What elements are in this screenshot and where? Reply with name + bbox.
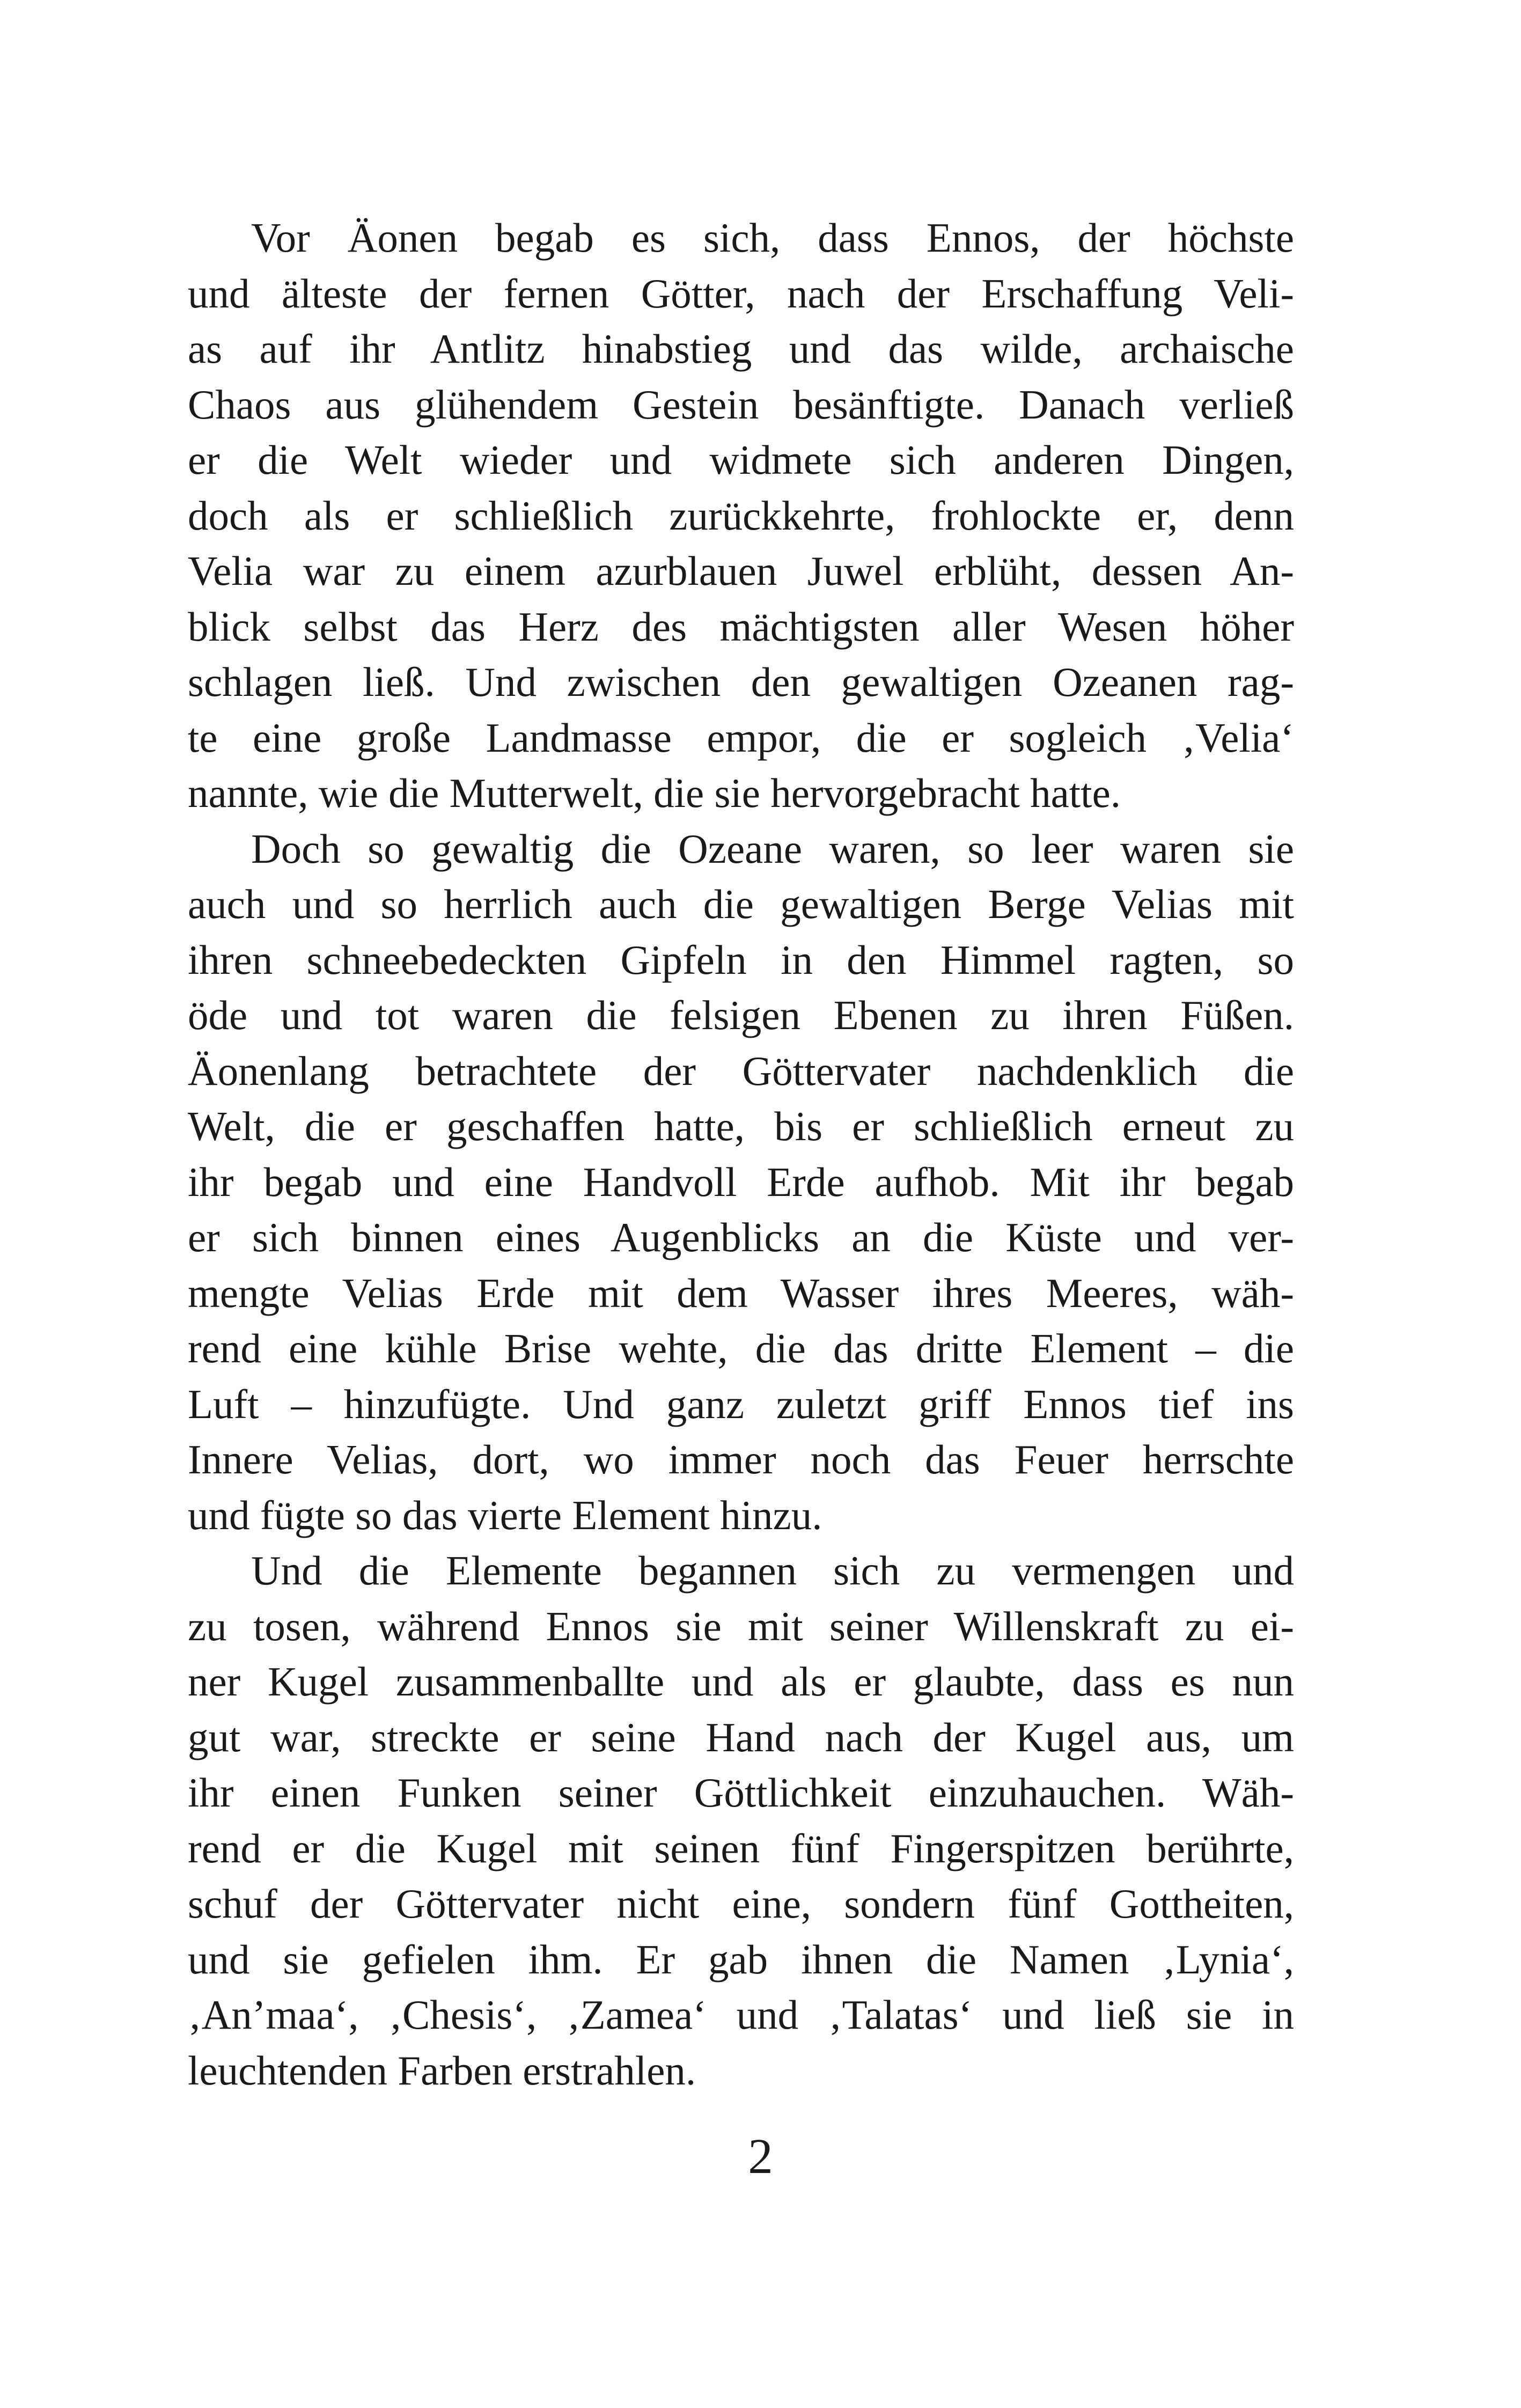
- text-line: ‚An’maa‘, ‚Chesis‘, ‚Zamea‘ und ‚Talatas‘ und ließ sie in: [188, 1992, 1294, 2038]
- text-line: er sich binnen eines Augenblicks an die Küste und ver-: [188, 1214, 1294, 1260]
- text-line: mengte Velias Erde mit dem Wasser ihres Meeres, wäh-: [188, 1269, 1294, 1316]
- text-line: ner Kugel zusammenballte und als er glaubte, dass es nun: [188, 1658, 1294, 1705]
- text-line: rend er die Kugel mit seinen fünf Fingerspitzen berührte,: [188, 1825, 1294, 1871]
- text-line: Äonenlang betrachtete der Göttervater nachdenklich die: [188, 1047, 1294, 1094]
- text-line: leuchtenden Farben erstrahlen.: [188, 2047, 696, 2094]
- text-line: Vor Äonen begab es sich, dass Ennos, der höchste: [251, 215, 1294, 261]
- text-line: Und die Elemente begannen sich zu vermengen und: [251, 1547, 1294, 1594]
- text-line: Doch so gewaltig die Ozeane waren, so leer waren sie: [251, 825, 1294, 872]
- text-line: blick selbst das Herz des mächtigsten aller Wesen höher: [188, 603, 1294, 650]
- text-line: und sie gefielen ihm. Er gab ihnen die Namen ‚Lynia‘,: [188, 1936, 1294, 1983]
- paragraph: [188, 210, 1294, 821]
- text-line: as auf ihr Antlitz hinabstieg und das wilde, archaische: [188, 326, 1294, 372]
- text-line: er die Welt wieder und widmete sich anderen Dingen,: [188, 437, 1294, 483]
- text-line: zu tosen, während Ennos sie mit seiner Willenskraft zu ei-: [188, 1603, 1294, 1649]
- text-line: Welt, die er geschaffen hatte, bis er schließlich erneut zu: [188, 1103, 1294, 1149]
- text-line: gut war, streckte er seine Hand nach der Kugel aus, um: [188, 1714, 1294, 1760]
- paragraph: [188, 821, 1294, 1544]
- text-line: ihr begab und eine Handvoll Erde aufhob. Mit ihr begab: [188, 1158, 1294, 1205]
- text-line: schuf der Göttervater nicht eine, sondern fünf Gottheiten,: [188, 1881, 1294, 1927]
- text-line: und älteste der fernen Götter, nach der Erschaffung Veli-: [188, 270, 1294, 317]
- text-line: ihren schneebedeckten Gipfeln in den Himmel ragten, so: [188, 936, 1294, 983]
- text-line: Chaos aus glühendem Gestein besänftigte. Danach verließ: [188, 381, 1294, 428]
- text-line: öde und tot waren die felsigen Ebenen zu ihren Füßen.: [188, 992, 1294, 1038]
- paragraph: [188, 1543, 1294, 2098]
- text-line: Luft – hinzufügte. Und ganz zuletzt griff Ennos tief ins: [188, 1381, 1294, 1427]
- text-line: und fügte so das vierte Element hinzu.: [188, 1492, 822, 1538]
- page-number: 2: [748, 2129, 773, 2184]
- text-line: ihr einen Funken seiner Göttlichkeit einzuhauchen. Wäh-: [188, 1770, 1294, 1816]
- text-line: rend eine kühle Brise wehte, die das dritte Element – die: [188, 1325, 1294, 1371]
- text-line: schlagen ließ. Und zwischen den gewaltigen Ozeanen rag-: [188, 659, 1294, 705]
- text-line: Velia war zu einem azurblauen Juwel erblüht, dessen An-: [188, 548, 1294, 594]
- text-line: auch und so herrlich auch die gewaltigen Berge Velias mit: [188, 881, 1294, 927]
- text-line: te eine große Landmasse empor, die er sogleich ‚Velia‘: [188, 714, 1294, 761]
- text-line: nannte, wie die Mutterwelt, die sie hervorgebracht hatte.: [188, 770, 1121, 816]
- text-line: doch als er schließlich zurückkehrte, frohlockte er, denn: [188, 492, 1294, 539]
- body-text: [188, 210, 1294, 2098]
- text-line: Innere Velias, dort, wo immer noch das Feuer herrschte: [188, 1436, 1294, 1482]
